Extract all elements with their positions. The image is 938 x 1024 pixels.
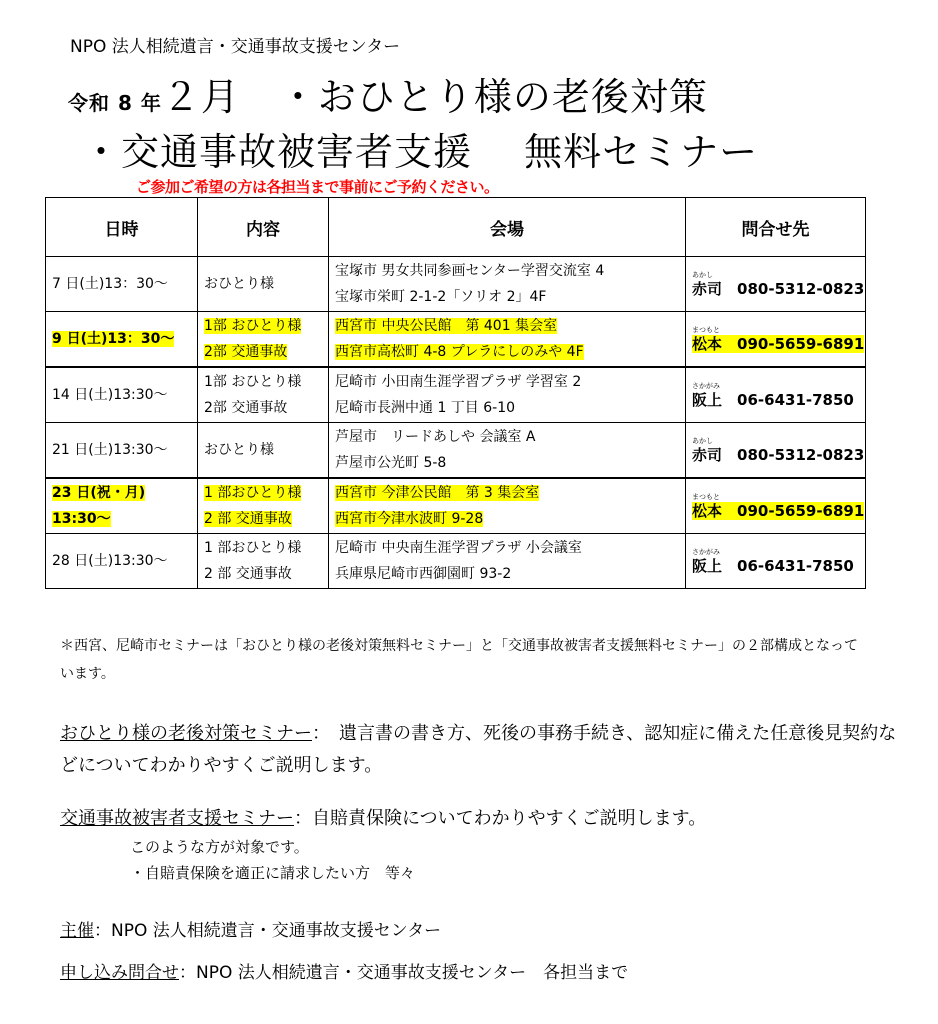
cell-contact <box>686 367 866 423</box>
content-line-1: おひとり様 <box>204 442 274 458</box>
venue-line-2: 西宮市高松町 4-8 プレラにしのみや 4F <box>335 344 584 360</box>
footnote: ＊西宮、尼崎市セミナーは「おひとり様の老後対策無料セミナー」と「交通事故被害者支援無料セミナー」の２部構成となっています。 <box>60 638 858 682</box>
cell-contact <box>686 534 866 589</box>
cell-contact <box>686 423 866 479</box>
venue-line-1: 芦屋市 リードあしや 会議室 A <box>335 429 536 445</box>
contact-ruby: さかがみ <box>692 548 720 556</box>
table-row <box>46 478 866 534</box>
cell-datetime <box>46 312 198 368</box>
host-text: ：NPO 法人相続遺言・交通事故支援センター <box>94 921 442 941</box>
cell-datetime <box>46 257 198 312</box>
contact-phone: 090-5659-6891 <box>737 335 865 353</box>
venue-line-2: 兵庫県尼崎市西御園町 93-2 <box>335 566 512 582</box>
seminar2-label: 交通事故被害者支援セミナー <box>60 808 294 829</box>
seminar2-target: このような方が対象です。 <box>130 838 309 856</box>
seminar1-label: おひとり様の老後対策セミナー <box>60 723 312 744</box>
venue-line-1: 宝塚市 男女共同参画センター学習交流室 4 <box>335 263 605 279</box>
content-line-2: 2部 交通事故 <box>204 400 288 416</box>
reservation-notice: ご参加ご希望の方は各担当まで事前にご予約ください。 <box>136 178 499 196</box>
content-line-2: 2 部 交通事故 <box>204 566 292 582</box>
header-contact: 問合せ先 <box>686 198 866 257</box>
venue-line-1: 西宮市 今津公民館 第 3 集会室 <box>335 485 540 501</box>
venue-line-2: 芦屋市公光町 5-8 <box>335 455 447 471</box>
table-row <box>46 534 866 589</box>
datetime-line-1: 21 日(土)13:30～ <box>52 442 168 458</box>
cell-datetime <box>46 367 198 423</box>
header-venue: 会場 <box>329 198 686 257</box>
host-label: 主催 <box>60 921 94 941</box>
table-row <box>46 367 866 423</box>
title-era: 令和 8 年 <box>68 91 162 115</box>
contact-ruby: あかし <box>692 271 713 279</box>
venue-line-2: 西宮市今津水波町 9-28 <box>335 511 484 527</box>
cell-venue <box>329 257 686 312</box>
cell-contact <box>686 312 866 368</box>
schedule-table <box>45 197 866 589</box>
content-line-1: おひとり様 <box>204 276 274 292</box>
contact-phone: 080-5312-0823 <box>737 280 865 298</box>
cell-datetime <box>46 478 198 534</box>
cell-content <box>198 367 329 423</box>
cell-datetime <box>46 534 198 589</box>
cell-contact <box>686 478 866 534</box>
title-line-2: ・交通事故被害者支援 無料セミナー <box>82 130 759 174</box>
cell-content <box>198 312 329 368</box>
cell-venue <box>329 367 686 423</box>
datetime-line-1: 28 日(土)13:30～ <box>52 553 168 569</box>
contact-phone: 06-6431-7850 <box>737 391 854 409</box>
content-line-2: 2 部 交通事故 <box>204 511 292 527</box>
venue-line-1: 尼崎市 中央南生涯学習プラザ 小会議室 <box>335 540 582 556</box>
datetime-line-2: 13:30～ <box>52 511 111 527</box>
organization-name: NPO 法人相続遺言・交通事故支援センター <box>70 37 401 57</box>
content-line-2: 2部 交通事故 <box>204 344 288 360</box>
cell-venue <box>329 478 686 534</box>
cell-venue <box>329 312 686 368</box>
cell-contact <box>686 257 866 312</box>
seminar2-text: 自賠責保険についてわかりやすくご説明します。 <box>312 808 707 829</box>
contact-name: 赤司 <box>692 446 723 464</box>
datetime-line-1: 23 日(祝・月) <box>52 485 146 501</box>
contact-name: 松本 <box>692 335 723 353</box>
cell-venue <box>329 423 686 479</box>
cell-datetime <box>46 423 198 479</box>
table-header-row <box>46 198 866 257</box>
content-line-1: 1 部おひとり様 <box>204 540 302 556</box>
table-row <box>46 423 866 479</box>
contact-phone: 06-6431-7850 <box>737 557 854 575</box>
seminar2-description <box>60 804 706 886</box>
contact-phone: 090-5659-6891 <box>737 502 865 520</box>
host-line <box>60 916 441 941</box>
contact-name: 松本 <box>692 502 723 520</box>
datetime-line-1: 14 日(土)13:30～ <box>52 387 168 403</box>
title-part1: ・おひとり様の老後対策 <box>278 75 708 119</box>
seminar1-colon: ： <box>312 723 321 744</box>
contact-name: 赤司 <box>692 280 723 298</box>
cell-content <box>198 478 329 534</box>
venue-line-1: 尼崎市 小田南生涯学習プラザ 学習室 2 <box>335 374 582 390</box>
seminar2-colon: ： <box>294 808 312 829</box>
contact-phone: 080-5312-0823 <box>737 446 865 464</box>
cell-content <box>198 423 329 479</box>
content-line-1: 1 部おひとり様 <box>204 485 302 501</box>
cell-content <box>198 257 329 312</box>
title-month: ２月 <box>161 75 240 119</box>
venue-line-2: 宝塚市栄町 2-1-2「ソリオ 2」4F <box>335 289 547 305</box>
cell-venue <box>329 534 686 589</box>
seminar1-text: 遺言書の書き方、死後の事務手続き、認知症に備えた任意後見契約などについてわかりやすくご説明します。 <box>60 723 897 776</box>
venue-line-1: 西宮市 中央公民館 第 401 集会室 <box>335 318 558 334</box>
contact-name: 阪上 <box>692 391 723 409</box>
table-row <box>46 312 866 368</box>
seminar2-bullet: ・自賠責保険を適正に請求したい方 等々 <box>130 864 416 882</box>
table-row <box>46 257 866 312</box>
header-datetime: 日時 <box>46 198 198 257</box>
content-line-1: 1部 おひとり様 <box>204 374 302 390</box>
title-line-1 <box>68 66 708 121</box>
seminar1-description <box>60 718 900 782</box>
apply-text: ：NPO 法人相続遺言・交通事故支援センター 各担当まで <box>179 963 629 983</box>
venue-line-2: 尼崎市長洲中通 1 丁目 6-10 <box>335 400 516 416</box>
contact-ruby: あかし <box>692 437 713 445</box>
datetime-line-1: 9 日(土)13：30～ <box>52 331 175 347</box>
contact-ruby: まつもと <box>692 326 720 334</box>
header-content: 内容 <box>198 198 329 257</box>
contact-ruby: まつもと <box>692 493 720 501</box>
cell-content <box>198 534 329 589</box>
content-line-1: 1部 おひとり様 <box>204 318 302 334</box>
apply-line <box>60 958 628 983</box>
datetime-line-1: 7 日(土)13：30～ <box>52 276 168 292</box>
contact-name: 阪上 <box>692 557 723 575</box>
apply-label: 申し込み問合せ <box>60 963 179 983</box>
contact-ruby: さかがみ <box>692 382 720 390</box>
